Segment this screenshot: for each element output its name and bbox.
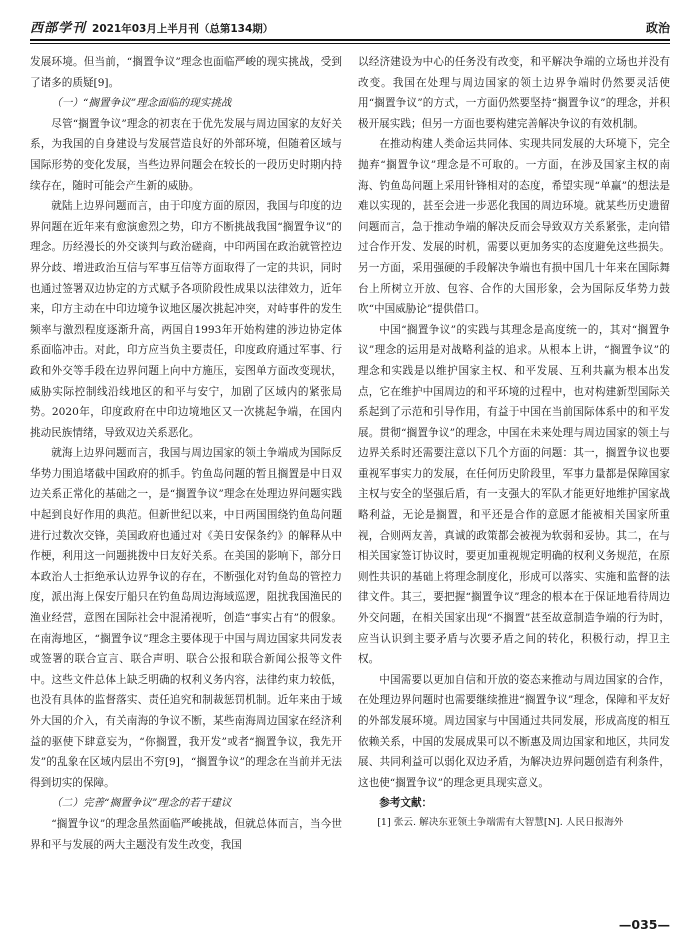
paragraph: 以经济建设为中心的任务没有改变，和平解决争端的立场也并没有改变。我国在处理与周边国家的领土边界争端时仍然要灵活使用“搁置争议”的方式，一方面仍然要坚持“搁置争议”的理念，并积极开展实践；但另一方面也要构建完善解决争议的有效机制。	[358, 56, 670, 130]
reference-item: [1] 张云. 解决东亚领土争端需有大智慧[N]. 人民日报海外	[377, 816, 624, 828]
paragraph: 在推动构建人类命运共同体、实现共同发展的大环境下，完全抛弃“搁置争议”理念是不可取的。一方面，在涉及国家主权的南海、钓鱼岛问题上采用针锋相对的态度，希望实现“单赢”的想法是难以实现的，甚至会进一步恶化我国的周边环境。就某些历史遗留问题而言，急于推动争端的解决反而会导致双方关系紧张，走向错过合作开发、发展的时机，需要以更加务实的态度避免这些损失。另一方面，采用强硬的手段解决争端也有损中国几十年来在国际舞台上所树立开放、包容、合作的大国形象，会为国际反华势力鼓吹“中国威胁论”提供借口。	[358, 138, 670, 316]
paragraph: 就陆上边界问题而言，由于印度方面的原因，我国与印度的边界问题在近年来有愈演愈烈之势，印方不断挑战我国“搁置争议”的理念。历经漫长的外交谈判与政治磋商，中印两国在政治就管控边界分歧、增进政治互信与军事互信等方面取得了一定的共识，同时也通过签署双边协定的方式赋予各项阶段性成果以法律效力，近年来，印方主动在中印边境争议地区屡次挑起冲突，对峙事件的发生频率与激烈程度逐渐升高，两国自1993年开始构建的涉边协定体系面临冲击。对此，印方应当负主要责任，印度政府通过军事、行政和外交等手段在边界问题上向中方施压，妄图单方面改变现状，威胁实际控制线沿线地区的和平与安宁，加剧了区域内的紧张局势。2020年，印度政府在中印边境地区又一次挑起争端，在国内挑动民族情绪，导致双边关系恶化。	[30, 200, 342, 439]
header-rule-thin	[30, 43, 670, 44]
paragraph: “搁置争议”的理念虽然面临严峻挑战，但就总体而言，当今世界和平与发展的两大主题没有发生改变，我国	[30, 817, 342, 851]
page-number: —035—	[618, 917, 670, 932]
running-header	[30, 14, 670, 36]
header-rule	[30, 39, 670, 41]
left-column	[30, 52, 342, 855]
paragraph: 中国“搁置争议”的实践与其理念是高度统一的，其对“搁置争议”理念的运用是对战略利益的追求。从根本上讲，“搁置争议”的理念和实践是以维护国家主权、和平发展、互利共赢为根本出发点，它在维护中国周边的和平环境的过程中，也对构建新型国际关系起到了示范和引导作用，有益于中国在当前国际体系中的和平发展。贯彻“搁置争议”的理念，中国在未来处理与周边国家的领土与边界关系时还需要注意以下几个方面的问题：其一，搁置争议也要重视军事实力的发展，在任何历史阶段里，军事力量都是保障国家主权与安全的坚强后盾，有一支强大的军队才能更好地维护国家战略利益，无论是搁置，和平还是合作的意愿才能被相关国家所重视，合则两友善，真诚的政策都会被视为软弱和妥协。其二，在与相关国家签订协议时，要更加重视规定明确的权利义务规范，在原则性共识的基础上将理念制度化，形成可以落实、实施和监督的法律文件。其三，要把握“搁置争议”理念的根本在于保证地看待周边外交问题，在相关国家出现“不搁置”甚至故意制造争端的行为时，应当认识到主要矛盾与次要矛盾之间的转化，积极行动，捍卫主权。	[358, 323, 670, 666]
journal-name: 西部学刊	[30, 21, 87, 36]
right-column	[358, 52, 670, 832]
subsection-heading: （一）“搁置争议”理念面临的现实挑战	[51, 97, 232, 110]
header-left	[30, 17, 273, 36]
paragraph: 就海上边界问题而言，我国与周边国家的领土争端成为国际反华势力围追堵截中国政府的抓手。钓鱼岛问题的暂且搁置是中日双边关系正常化的基础之一，是“搁置争议”理念在处理边界问题实践中起到良好作用的典范。但新世纪以来，中日两国围绕钓鱼岛问题进行过数次交锋，美国政府也通过对《美日安保条约》的解释从中作梗，利用这一问题挑拨中日友好关系。在美国的影响下，部分日本政治人士拒绝承认边界争议的存在，不断强化对钓鱼岛的管控力度，派出海上保安厅船只在钓鱼岛周边海域巡逻，阻扰我国渔民的渔业经营，意图在国际社会中混淆视听，创造“事实占有”的假象。在南海地区，“搁置争议”理念主要体现于中国与周边国家共同发表或签署的联合宣言、联合声明、联合公报和联合新闻公报等文件中。这些文件总体上缺乏明确的权利义务内容，法律约束力较低，也没有具体的监督落实、责任追究和制裁惩罚机制。近年来由于域外大国的介入，有关南海的争议不断，某些南海周边国家在经济利益的驱使下肆意妄为，“你搁置，我开发”或者“搁置争议，我先开发”的乱象在区域内层出不穷[9]，“搁置争议”的理念在当前并无法得到切实的保障。	[30, 447, 342, 789]
issue-info: 2021年03月上半月刊（总第134期）	[92, 23, 274, 35]
subsection-heading: （二）完善“搁置争议”理念的若干建议	[51, 797, 232, 810]
paragraph: 发展环境。但当前，“搁置争议”理念也面临严峻的现实挑战，受到了诸多的质疑[9]。	[30, 56, 342, 89]
section-name: 政治	[645, 21, 670, 35]
references-title: 参考文献：	[379, 797, 433, 810]
paragraph: 尽管“搁置争议”理念的初衷在于优先发展与周边国家的友好关系，为我国的自身建设与发展营造良好的外部环境，但随着区域与国际形势的变化发展，当些边界问题会在较长的一段历史时期内持续存在，随时可能会产生新的威胁。	[30, 117, 342, 192]
paragraph: 中国需要以更加自信和开放的姿态来推动与周边国家的合作，在处理边界问题时也需要继续推进“搁置争议”理念，保障和平友好的外部发展环境。周边国家与中国通过共同发展，形成高度的相互依赖关系，中国的发展成果可以不断惠及周边国家和地区，共同发展、共同利益可以弱化双边矛盾，为解决边界问题创造有利条件，这也使“搁置争议”的理念更具现实意义。	[358, 673, 670, 789]
